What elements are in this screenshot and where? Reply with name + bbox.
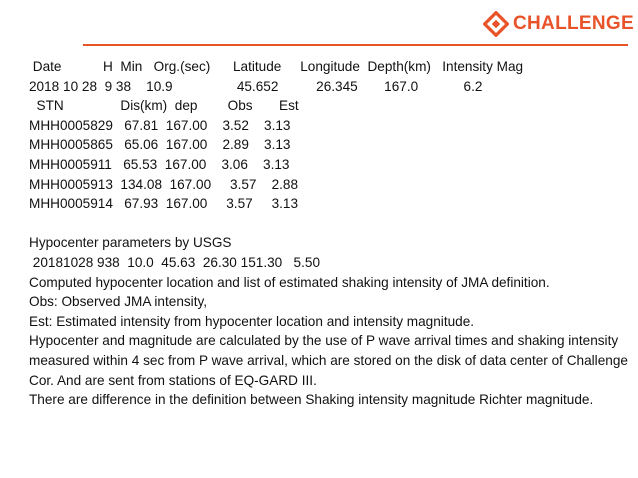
usgs-heading: Hypocenter parameters by USGS — [29, 235, 232, 251]
station-row: MHH0005911 65.53 167.00 3.06 3.13 — [29, 156, 290, 172]
event-table-values: 2018 10 28 9 38 10.9 45.652 26.345 167.0 6.2 — [29, 78, 483, 94]
note-computed-location: Computed hypocenter location and list of estimated shaking intensity of JMA definition. — [29, 274, 550, 290]
station-table-header: STN Dis(km) dep Obs Est — [29, 98, 299, 114]
station-row: MHH0005829 67.81 167.00 3.52 3.13 — [29, 117, 291, 133]
header-divider — [83, 44, 628, 46]
brand-logo — [483, 11, 634, 37]
station-row: MHH0005914 67.93 167.00 3.57 3.13 — [29, 196, 299, 212]
document-body — [29, 57, 629, 410]
brand-name: CHALLENGE — [513, 13, 634, 34]
diamond-logo-icon — [483, 11, 509, 37]
note-magnitude-difference: There are difference in the definition between Shaking intensity magnitude Richter magnitude. — [29, 392, 594, 408]
spacer — [29, 214, 629, 234]
note-method: Hypocenter and magnitude are calculated by the use of P wave arrival times and shaking intensity measured within 4 sec from P wave arrival, which are stored on the disk of data center of Challenge Cor. And are sent from stations of EQ-GARD III. — [29, 333, 628, 388]
note-est-definition: Est: Estimated intensity from hypocenter location and intensity magnitude. — [29, 313, 475, 329]
note-obs-definition: Obs: Observed JMA intensity, — [29, 294, 208, 310]
station-row: MHH0005913 134.08 167.00 3.57 2.88 — [29, 176, 299, 192]
station-row: MHH0005865 65.06 167.00 2.89 3.13 — [29, 137, 291, 153]
event-table-header: Date H Min Org.(sec) Latitude Longitude Depth(km) Intensity Mag — [29, 59, 524, 74]
usgs-values: 20181028 938 10.0 45.63 26.30 151.30 5.50 — [29, 254, 321, 270]
